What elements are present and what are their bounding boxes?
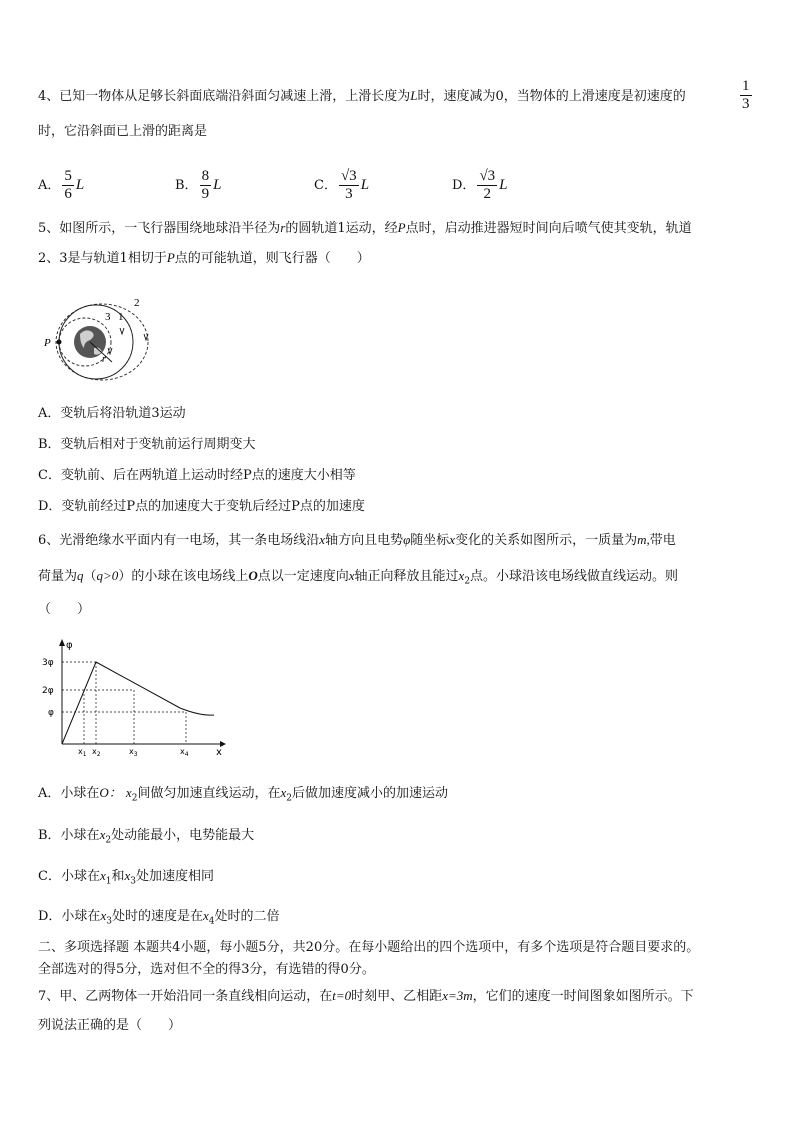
- y-axis-arrow-icon: [59, 639, 65, 646]
- xtick-x1: $x_1$: [78, 747, 87, 756]
- q6-option-c: C．小球在$x_1$和$x_3$处加速度相同: [38, 868, 215, 887]
- q5-var-p: P: [397, 220, 406, 235]
- ytick-phi: φ: [48, 708, 54, 718]
- q6c-text-b: 和: [111, 869, 125, 884]
- q4-line2: 时，它沿斜面已上滑的距离是: [38, 124, 208, 139]
- q4-text-a: 4、已知一物体从足够长斜面底端沿斜面匀减速上滑，上滑长度为: [38, 89, 411, 104]
- opt-num: 5: [64, 168, 72, 184]
- xtick-x3: $x_3$: [129, 747, 138, 756]
- q6-var-x: x: [319, 532, 326, 547]
- q6-option-a: A．小球在O： $x_2$间做匀加速直线运动，在$x_2$后做加速度减小的加速运动: [38, 785, 448, 804]
- xtick-x2: $x_2$: [92, 747, 101, 756]
- q4-var-L: L: [410, 88, 418, 103]
- q4-option-b: [175, 168, 221, 203]
- q6-text-k: 点。小球沿该电场线做直线运动。则: [470, 569, 679, 584]
- ytick-2phi: 2φ: [42, 686, 54, 696]
- q5-line1: [38, 218, 692, 239]
- phi-rise-line: [62, 662, 96, 744]
- q6-var-phi: φ: [403, 532, 411, 547]
- q6-var-o: O: [248, 568, 258, 583]
- q5-text-d: 2、3是与轨道1相切于: [38, 251, 167, 266]
- q6c-text-c: 处加速度相同: [136, 869, 215, 884]
- q6-option-b: B．小球在$x_2$处动能最小，电势能最大: [38, 827, 255, 846]
- q4-text-b: 时，速度减为0，当物体的上滑速度是初速度的: [417, 89, 686, 104]
- q7-var-t: t=0: [332, 988, 352, 1003]
- q6d-text-b: 处时的速度是在: [111, 909, 203, 924]
- q6b-text-a: B．小球在: [38, 828, 100, 843]
- q6a-text-o: O：: [99, 785, 122, 800]
- q5-text-b: 的圆轨道1运动，经: [285, 221, 398, 236]
- q4-line1: [38, 86, 686, 107]
- opt-var: L: [213, 177, 222, 193]
- q6-text-d: 变化的关系如图所示，一质量为: [455, 533, 638, 548]
- q6-text-j: 轴正向释放且能过: [354, 569, 459, 584]
- q5-option-b: B．变轨后相对于变轨前运行周期变大: [38, 437, 256, 452]
- q5-text-e: 点的可能轨道，则飞行器（ ）: [174, 251, 370, 266]
- q7-line2: 列说法正确的是（ ）: [38, 1018, 182, 1033]
- q4-frac-den: 3: [742, 96, 750, 112]
- opt-num: √3: [479, 168, 496, 184]
- xtick-x4: $x_4$: [180, 747, 189, 756]
- opt-letter: B．: [175, 178, 198, 193]
- q6a-text-b: 间做匀加速直线运动，在: [137, 786, 281, 801]
- q4-fraction: [740, 78, 752, 113]
- q6d-text-a: D．小球在: [38, 909, 101, 924]
- opt-letter: C．: [314, 178, 337, 193]
- q6-var-m: m,: [637, 532, 650, 547]
- orbit-diagram: [40, 292, 160, 384]
- q6-text-a: 6、光滑绝缘水平面内有一电场，其一条电场线沿: [38, 533, 320, 548]
- q6-line1: [38, 530, 676, 551]
- opt-letter: D．: [452, 178, 476, 193]
- ytick-3phi: 3φ: [42, 658, 54, 668]
- q6-var-x3: x: [348, 568, 355, 583]
- graph-ylabel: φ: [66, 640, 73, 651]
- opt-den: 9: [201, 186, 210, 202]
- q5-text-c: 点时，启动推进器短时间向后喷气使其变轨，轨道: [405, 221, 692, 236]
- q5-var-r: r: [280, 220, 286, 235]
- opt-var: L: [360, 177, 370, 193]
- q7-text-a: 7、甲、乙两物体一开始沿同一条直线相向运动，在: [38, 989, 333, 1004]
- q4-option-d: [452, 168, 508, 203]
- section2-line2: 全部选对的得5分，选对但不全的得3分，有选错的得0分。: [38, 962, 375, 977]
- q4-frac-num: 1: [742, 78, 750, 94]
- q5-option-a: A．变轨后将沿轨道3运动: [38, 406, 186, 421]
- q4-option-a: [38, 168, 84, 203]
- opt-den: 3: [345, 186, 353, 202]
- opt-var: L: [75, 177, 85, 193]
- opt-num: 8: [201, 168, 210, 184]
- label-p: P: [44, 337, 51, 349]
- q6-line2: 荷量为q（q>0）的小球在该电场线上O点以一定速度向x轴正向释放且能过$x_2$点。小球沿该电场线做直线运动。则: [38, 568, 679, 587]
- phi-decay-curve: [96, 662, 214, 715]
- opt-den: 2: [483, 186, 492, 202]
- label-3: 3: [105, 311, 111, 323]
- q6-line3: （ ）: [38, 602, 91, 617]
- q6a-text-a: A．小球在: [38, 786, 100, 801]
- arrow-1: [120, 328, 124, 334]
- q7-line1: [38, 986, 694, 1007]
- q5-option-c: C．变轨前、后在两轨道上运动时经P点的速度大小相等: [38, 468, 356, 483]
- q5-text-a: 5、如图所示，一飞行器围绕地球沿半径为: [38, 221, 281, 236]
- q6-text-b: 轴方向且电势: [325, 533, 404, 548]
- q7-text-b: 时刻甲、乙相距: [351, 989, 443, 1004]
- opt-var: L: [499, 177, 508, 193]
- q6-text-c: 随坐标: [410, 533, 450, 548]
- q6-text-i: 点以一定速度向: [257, 569, 349, 584]
- q6-text-h: ）的小球在该电场线上: [118, 569, 249, 584]
- q4-option-c: [314, 168, 369, 203]
- label-2: 2: [134, 297, 140, 309]
- q6a-text-c: 后做加速度减小的加速运动: [291, 786, 448, 801]
- label-r: r: [102, 354, 106, 365]
- q6-var-qcond: q>0: [96, 568, 119, 583]
- q6-text-f: 荷量为: [38, 569, 78, 584]
- q6-var-q: q: [77, 568, 84, 583]
- q6d-text-c: 处时的二倍: [214, 909, 280, 924]
- potential-graph: [40, 636, 230, 756]
- q6c-text-a: C．小球在: [38, 869, 100, 884]
- q6-var-x2: x: [449, 532, 456, 547]
- opt-num: √3: [340, 168, 357, 184]
- q6-text-e: 带电: [649, 533, 676, 548]
- point-p: [57, 340, 62, 345]
- q7-var-x: x=3m: [442, 988, 473, 1003]
- section2-line1: 二、多项选择题 本题共4小题，每小题5分，共20分。在每小题给出的四个选项中，有多个选项是符合题目要求的。: [38, 940, 700, 955]
- q6-text-g: （: [83, 569, 97, 584]
- q6b-text-b: 处动能最小，电势能最大: [111, 828, 255, 843]
- q6-option-d: D．小球在$x_3$处时的速度是在$x_4$处时的二倍: [38, 908, 280, 927]
- opt-den: 6: [64, 186, 72, 202]
- label-1: 1: [118, 311, 124, 323]
- arrow-2: [144, 334, 148, 340]
- q7-text-c: ，它们的速度一时间图象如图所示。下: [472, 989, 694, 1004]
- q5-var-p2: P: [166, 250, 175, 265]
- graph-xlabel: x: [216, 747, 222, 756]
- q5-line2: [38, 248, 370, 269]
- opt-letter: A．: [38, 178, 61, 193]
- q5-option-d: D．变轨前经过P点的加速度大于变轨后经过P点的加速度: [38, 499, 365, 514]
